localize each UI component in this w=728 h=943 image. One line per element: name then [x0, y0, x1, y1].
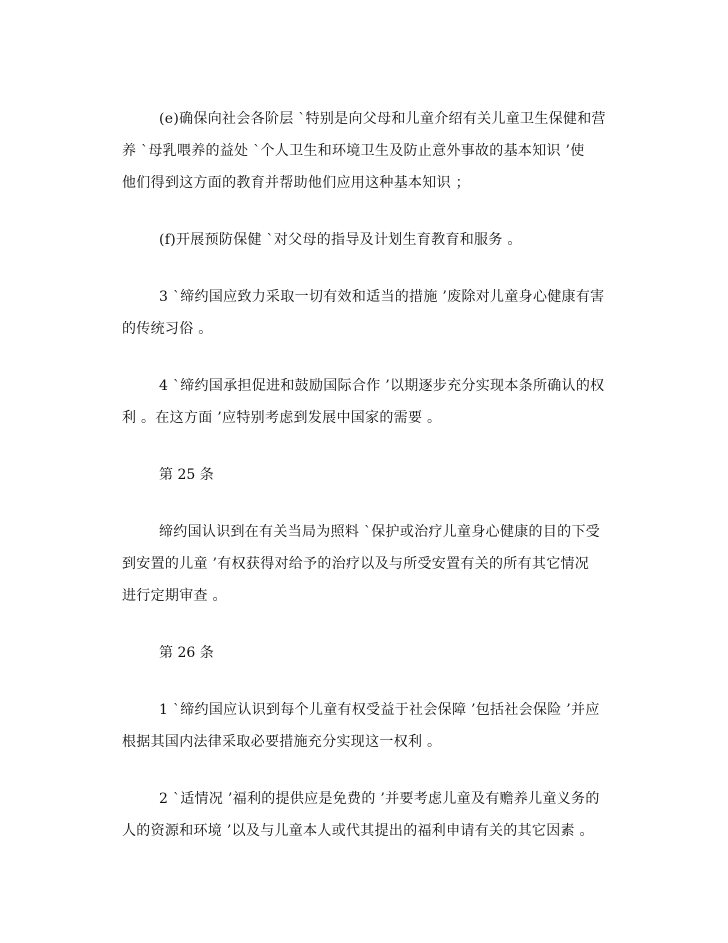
text-line: 进行定期审查 。 [122, 588, 227, 604]
text-line: 利 。在这方面 ’应特别考虑到发展中国家的需要 。 [122, 410, 442, 426]
document-body [122, 103, 612, 872]
paragraph-art24-3 [122, 281, 612, 345]
text-line: 他们得到这方面的教育并帮助他们应用这种基本知识 ； [122, 175, 470, 191]
text-line: 2 `适情况 ’福利的提供应是免费的 ’并要考虑儿童及有赡养儿童义务的 [159, 791, 600, 807]
paragraph-art25 [122, 516, 612, 612]
paragraph-item-f [122, 224, 612, 256]
paragraph-art26-2 [122, 783, 612, 847]
text-line: 3 `缔约国应致力采取一切有效和适当的措施 ’废除对儿童身心健康有害 [159, 289, 605, 305]
article-25-heading: 第 25 条 [159, 467, 214, 483]
text-line: 到安置的儿童 ’有权获得对给予的治疗以及与所受安置有关的所有其它情况 [122, 556, 590, 572]
text-line: (f)开展预防保健 `对父母的指导及计划生育教育和服务 。 [159, 232, 522, 248]
text-line: 根据其国内法律采取必要措施充分实现这一权利 。 [122, 734, 442, 750]
text-line: 养 `母乳喂养的益处 `个人卫生和环境卫生及防止意外事故的基本知识 ’使 [122, 143, 585, 159]
text-line: (e)确保向社会各阶层 `特别是向父母和儿童介绍有关儿童卫生保健和营 [159, 111, 606, 127]
paragraph-art24-4 [122, 370, 612, 434]
article-26-heading: 第 26 条 [159, 645, 214, 661]
text-line: 人的资源和环境 ’以及与儿童本人或代其提出的福利申请有关的其它因素 。 [122, 823, 594, 839]
text-line: 的传统习俗 。 [122, 321, 213, 337]
paragraph-art26-1 [122, 694, 612, 758]
paragraph-item-e [122, 103, 612, 199]
text-line: 4 `缔约国承担促进和鼓励国际合作 ’以期逐步充分实现本条所确认的权 [159, 378, 605, 394]
text-line: 1 `缔约国应认识到每个儿童有权受益于社会保障 ’包括社会保险 ’并应 [159, 702, 600, 718]
text-line: 缔约国认识到在有关当局为照料 `保护或治疗儿童身心健康的目的下受 [159, 524, 601, 540]
